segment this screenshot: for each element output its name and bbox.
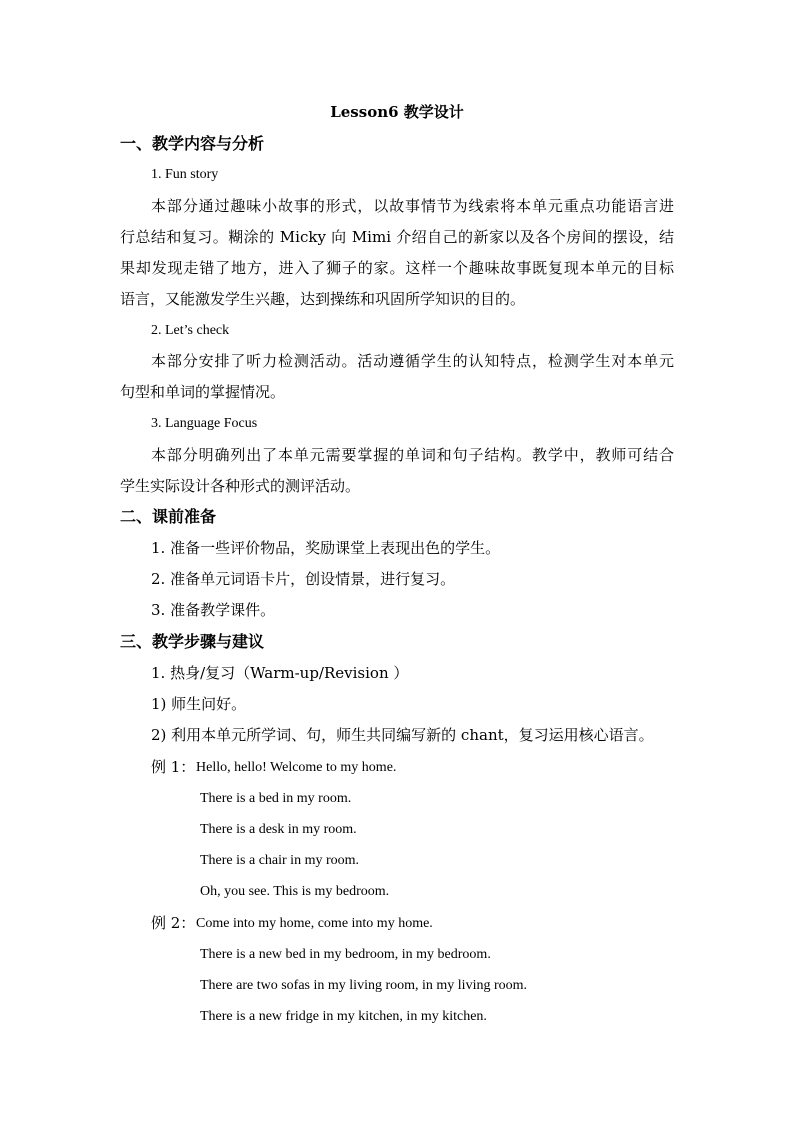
paragraph-line: 果却发现走错了地方，进入了狮子的家。这样一个趣味故事既复现本单元的目标 bbox=[120, 259, 674, 277]
example-label: 例 1： bbox=[151, 758, 196, 776]
paragraph-line: 学生实际设计各种形式的测评活动。 bbox=[120, 477, 361, 495]
chant-line: There is a bed in my room. bbox=[200, 791, 352, 806]
chant-line: There is a new fridge in my kitchen, in my kitchen. bbox=[200, 1009, 487, 1024]
list-item: 3. 准备教学课件。 bbox=[151, 601, 276, 619]
item-title-fun-story: 1. Fun story bbox=[151, 167, 219, 182]
paragraph-line: 本部分明确列出了本单元需要掌握的单词和句子结构。教学中，教师可结合 bbox=[151, 446, 674, 464]
paragraph-line: 语言，又能激发学生兴趣，达到操练和巩固所学知识的目的。 bbox=[120, 290, 526, 308]
chant-line: There is a new bed in my bedroom, in my bedroom. bbox=[200, 947, 491, 962]
chant-line: Oh, you see. This is my bedroom. bbox=[200, 884, 390, 899]
item-title-language-focus: 3. Language Focus bbox=[151, 416, 258, 431]
step-title-warm-up: 1. 热身/复习（Warm-up/Revision ） bbox=[151, 664, 409, 682]
chant-line: There are two sofas in my living room, in my living room. bbox=[200, 978, 528, 993]
list-item: 2. 准备单元词语卡片，创设情景，进行复习。 bbox=[151, 570, 456, 588]
chant-line: There is a chair in my room. bbox=[200, 853, 360, 868]
paragraph-line: 句型和单词的掌握情况。 bbox=[120, 383, 286, 401]
list-item: 1. 准备一些评价物品，奖励课堂上表现出色的学生。 bbox=[151, 539, 501, 557]
paragraph-line: 本部分安排了听力检测活动。活动遵循学生的认知特点，检测学生对本单元 bbox=[151, 352, 674, 370]
section-heading-content-analysis: 一、教学内容与分析 bbox=[120, 134, 265, 153]
paragraph-line: 本部分通过趣味小故事的形式，以故事情节为线索将本单元重点功能语言进 bbox=[151, 197, 674, 215]
document-title: Lesson6 教学设计 bbox=[330, 103, 464, 121]
sub-step: 1) 师生问好。 bbox=[151, 695, 247, 713]
paragraph-line: 行总结和复习。糊涂的 Micky 向 Mimi 介绍自己的新家以及各个房间的摆设，结 bbox=[120, 228, 674, 246]
chant-line: There is a desk in my room. bbox=[200, 822, 357, 837]
chant-line: Come into my home, come into my home. bbox=[196, 916, 433, 931]
example-label: 例 2： bbox=[151, 914, 196, 932]
section-heading-teaching-steps: 三、教学步骤与建议 bbox=[120, 632, 265, 651]
chant-line: Hello, hello! Welcome to my home. bbox=[196, 760, 397, 775]
item-title-lets-check: 2. Let’s check bbox=[151, 323, 230, 338]
section-heading-preparation: 二、课前准备 bbox=[120, 507, 217, 526]
sub-step: 2) 利用本单元所学词、句，师生共同编写新的 chant，复习运用核心语言。 bbox=[151, 726, 654, 744]
